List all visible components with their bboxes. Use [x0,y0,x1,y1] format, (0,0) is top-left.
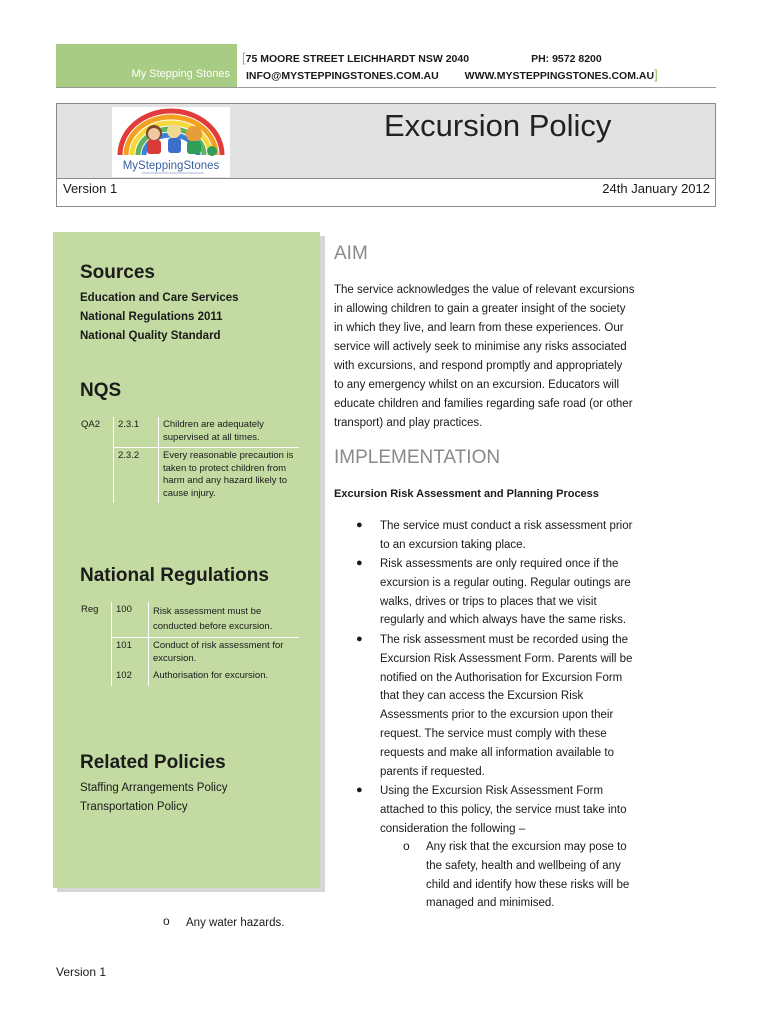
aim-heading: AIM [334,243,368,264]
nqs-text: Every reasonable precaution is taken to protect children from harm and any hazard likely to cause injury. [159,448,300,504]
brand-bar [56,44,237,87]
implementation-heading: IMPLEMENTATION [334,447,501,468]
reg-text: Conduct of risk assessment for excursion. [149,638,300,669]
source-item: National Regulations 2011 [80,311,223,323]
logo-wordmark: MySteppingStones [122,160,220,172]
regs-heading: National Regulations [80,565,269,586]
website[interactable]: WWW.MYSTEPPINGSTONES.COM.AU [464,70,655,82]
aim-line: in which they live, and learn from these experiences. Our [334,322,624,334]
bullet-icon: ● [356,633,363,645]
list-line: attached to this policy, the service must take into [380,803,627,816]
brand-name: My Stepping Stones [131,68,230,80]
related-policy-item: Staffing Arrangements Policy [80,782,228,794]
list-line: parents if requested. [380,765,485,778]
reg-code: 101 [112,638,149,669]
reg-text: Authorisation for excursion. [149,668,300,686]
list-line: to an excursion taking place. [380,538,526,551]
list-line: notified on the Authorisation for Excursion Form [380,671,623,684]
aim-line: transport) and play practices. [334,417,483,429]
list-line: the safety, health and wellbeing of any [426,859,621,872]
nqs-code: 2.3.1 [114,417,159,448]
sources-heading: Sources [80,262,155,283]
list-line: Excursion Risk Assessment Form. Parents will be [380,652,633,665]
list-line: Risk assessments are only required once if the [380,558,619,570]
table-row [77,417,299,448]
nqs-table [77,417,299,503]
nqs-area: QA2 [81,419,101,430]
list-line: that they can access the Excursion Risk [380,690,584,703]
list-line: walks, drives or trips to places that we visit [380,595,597,608]
page-title: Excursion Policy [384,108,612,143]
nqs-heading: NQS [80,380,122,401]
aim-line: The service acknowledges the value of relevant excursions [334,284,635,296]
related-heading: Related Policies [80,752,226,773]
bullet-icon: ● [356,784,363,796]
aim-line: service will actively seek to minimise any risks associated [334,341,627,353]
nqs-code: 2.3.2 [114,448,159,504]
list-line: Using the Excursion Risk Assessment Form [380,785,604,797]
aim-line: educate children and families regarding safe road (or other [334,398,633,410]
related-policy-item: Transportation Policy [80,801,188,813]
sub-bullet-icon: o [403,839,410,853]
list-line: The service must conduct a risk assessment prior [380,520,633,532]
list-line: Assessments prior to the excursion upon their [380,709,614,722]
list-item [380,782,627,838]
regs-table [77,602,299,686]
table-row [77,602,299,638]
bullet-icon: ● [356,519,363,531]
bullet-icon: ● [356,557,363,569]
aim-paragraph [334,281,694,433]
source-item: National Quality Standard [80,330,221,342]
list-line: consideration the following – [380,822,526,835]
list-line: managed and minimised. [426,897,555,910]
table-row [77,668,299,686]
phone: PH: 9572 8200 [531,53,602,65]
list-line: regularly and which always have the same risks. [380,614,627,627]
table-row [77,448,299,504]
list-line: child and identify how these risks will be [426,878,630,891]
list-item [380,631,632,781]
aim-line: to any emergency whilst on an excursion. Educators will [334,379,620,391]
list-line: excursion is a regular outing. Regular outings are [380,576,631,589]
sub-heading: Excursion Risk Assessment and Planning Process [334,488,599,500]
list-line: request. The service must comply with these [380,727,607,740]
list-line: Any risk that the excursion may pose to [426,841,627,853]
table-row [77,638,299,669]
policy-date: 24th January 2012 [602,181,710,196]
list-line: requests and make all information available to [380,746,614,759]
sub-bullet-icon: o [163,914,170,928]
regs-label: Reg [81,604,99,615]
contact-block: [75 MOORE STREET LEICHHARDT NSW 2040 PH: 9572 8200 INFO@MYSTEPPINGSTONES.COM.AU WWW.MYSTEPPINGSTONES.COM.AU] [242,50,658,82]
nqs-text: Children are adequately supervised at all times. [159,417,300,448]
reg-text: Risk assessment must be conducted before excursion. [149,602,300,638]
reg-code: 100 [112,602,149,638]
reg-code: 102 [112,668,149,686]
stepping-stones-logo [112,107,230,177]
footer-version: Version 1 [56,965,107,979]
email[interactable]: INFO@MYSTEPPINGSTONES.COM.AU [246,70,439,82]
version-label: Version 1 [63,181,118,196]
header-divider [56,87,716,88]
related-list [80,779,227,817]
water-hazards-item: Any water hazards. [186,917,285,929]
sources-list [80,289,239,346]
list-line: The risk assessment must be recorded using the [380,634,629,646]
address: 75 MOORE STREET LEICHHARDT NSW 2040 [245,53,470,65]
logo-illustration [112,107,230,177]
list-item [380,555,631,630]
aim-line: in allowing children to gain a greater insight of the society [334,303,626,315]
list-item [380,517,632,555]
aim-line: with excursions, and respond promptly and appropriately [334,360,623,372]
sub-list-item [426,838,629,913]
source-item: Education and Care Services [80,292,239,304]
